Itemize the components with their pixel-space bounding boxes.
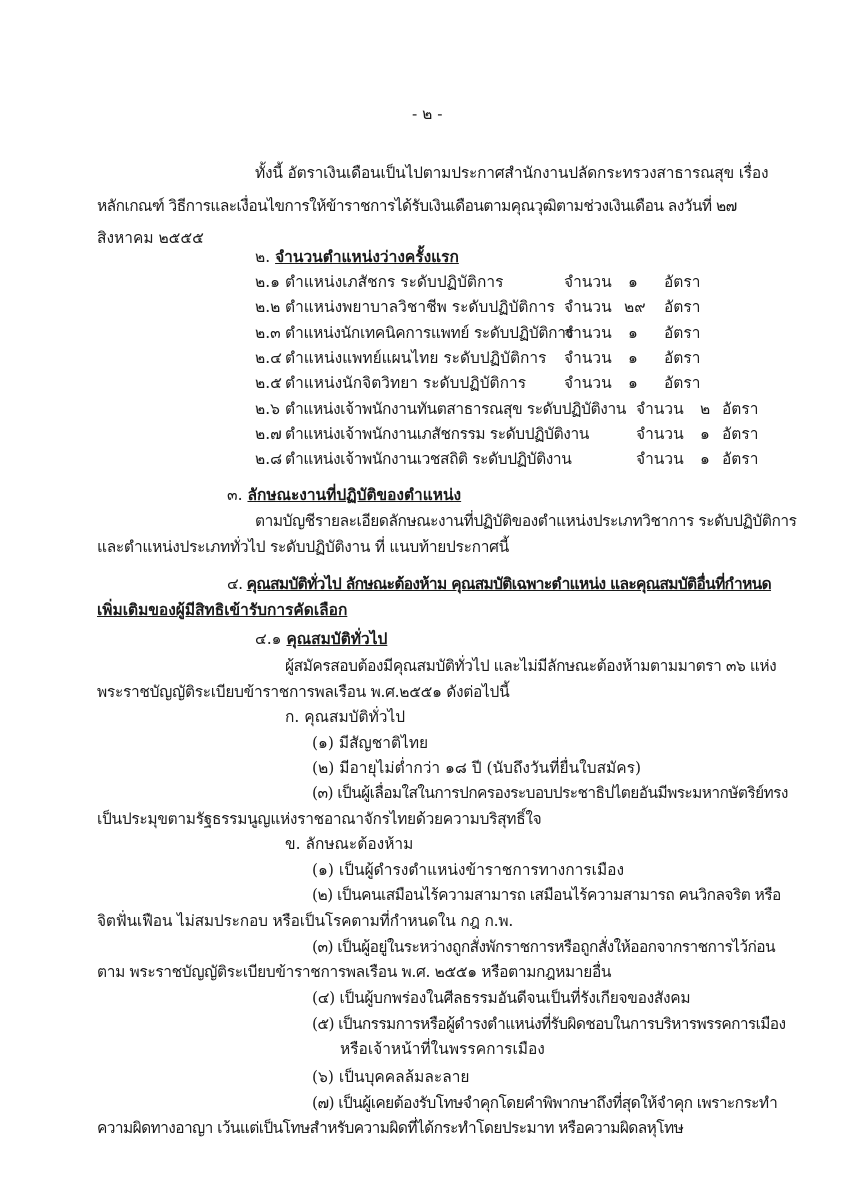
kho-item-6: (๖) เป็นบุคคลล้มละลาย [312, 1068, 470, 1086]
position-count: ๒ [700, 400, 711, 418]
position-name: ตำแหน่งเจ้าพนักงานเวชสถิติ ระดับปฏิบัติงาน [285, 450, 572, 468]
unit-label: อัตรา [664, 349, 701, 367]
kho-label: ข. ลักษณะต้องห้าม [285, 835, 414, 853]
position-number: ๒.๔ [255, 349, 282, 367]
count-label: จำนวน [564, 349, 612, 367]
kho-item-4: (๔) เป็นผู้บกพร่องในศีลธรรมอันดีจนเป็นที่รังเกียจของสังคม [312, 989, 691, 1007]
sub41-para-line-1: ผู้สมัครสอบต้องมีคุณสมบัติทั่วไป และไม่มีลักษณะต้องห้ามตามมาตรา ๓๖ แห่ง [285, 657, 777, 675]
count-label: จำนวน [564, 273, 612, 291]
position-count: ๑ [628, 324, 638, 342]
kho-item-5-line-1: (๕) เป็นกรรมการหรือผู้ดำรงตำแหน่งที่รับผิดชอบในการบริหารพรรคการเมือง [312, 1015, 786, 1033]
section3-line-1: ตามบัญชีรายละเอียดลักษณะงานที่ปฏิบัติของตำแหน่งประเภทวิชาการ ระดับปฏิบัติการ [255, 512, 797, 530]
section3-heading [227, 484, 461, 506]
kho-item-2-line-2: จิตฟั่นเฟือน ไม่สมประกอบ หรือเป็นโรคตามที่กำหนดใน กฎ ก.พ. [97, 912, 514, 930]
kho-item-2-line-1: (๒) เป็นคนเสมือนไร้ความสามารถ เสมือนไร้ความสามารถ คนวิกลจริต หรือ [312, 886, 781, 904]
position-name: ตำแหน่งนักจิตวิทยา ระดับปฏิบัติการ [285, 374, 527, 392]
position-number: ๒.๕ [255, 374, 282, 392]
count-label: จำนวน [564, 324, 612, 342]
section4-title-line-2: เพิ่มเติมของผู้มีสิทธิเข้ารับการคัดเลือก [97, 600, 348, 619]
count-label: จำนวน [636, 400, 684, 418]
ko-item-1: (๑) มีสัญชาติไทย [312, 734, 429, 752]
count-label: จำนวน [636, 450, 684, 468]
sub41-para-line-2: พระราชบัญญัติระเบียบข้าราชการพลเรือน พ.ศ.๒๕๕๑ ดังต่อไปนี้ [97, 683, 510, 701]
position-name: ตำแหน่งเจ้าพนักงานเภสัชกรรม ระดับปฏิบัติงาน [285, 425, 589, 443]
position-count: ๑ [628, 349, 638, 367]
position-name: ตำแหน่งนักเทคนิคการแพทย์ ระดับปฏิบัติการ [285, 324, 574, 342]
ko-item-3-line-1: (๓) เป็นผู้เลื่อมใสในการปกครองระบอบประชาธิปไตยอันมีพระมหากษัตริย์ทรง [312, 784, 788, 802]
kho-item-7-line-1: (๗) เป็นผู้เคยต้องรับโทษจำคุกโดยคำพิพากษาถึงที่สุดให้จำคุก เพราะกระทำ [312, 1094, 778, 1112]
section3-number: ๓. [227, 486, 243, 504]
ko-label: ก. คุณสมบัติทั่วไป [285, 708, 406, 726]
intro-line-1: ทั้งนี้ อัตราเงินเดือนเป็นไปตามประกาศสำนักงานปลัดกระทรวงสาธารณสุข เรื่อง [255, 164, 769, 182]
section4-number: ๔. [227, 575, 243, 593]
section4-title-line-1: คุณสมบัติทั่วไป ลักษณะต้องห้าม คุณสมบัติเฉพาะตำแหน่ง และคุณสมบัติอื่นที่กำหนด [246, 574, 772, 593]
kho-item-1: (๑) เป็นผู้ดำรงตำแหน่งข้าราชการทางการเมือง [312, 861, 625, 879]
section3-title: ลักษณะงานที่ปฏิบัติของตำแหน่ง [247, 485, 462, 504]
position-number: ๒.๒ [255, 298, 281, 316]
unit-label: อัตรา [722, 450, 759, 468]
section2-title: จำนวนตำแหน่งว่างครั้งแรก [275, 247, 459, 266]
sub41-number: ๔.๑ [255, 630, 282, 648]
kho-item-3-line-2: ตาม พระราชบัญญัติระเบียบข้าราชการพลเรือน พ.ศ. ๒๕๕๑ หรือตามกฎหมายอื่น [97, 963, 612, 981]
position-name: ตำแหน่งแพทย์แผนไทย ระดับปฏิบัติการ [285, 349, 547, 367]
position-name: ตำแหน่งเจ้าพนักงานทันตสาธารณสุข ระดับปฏิบัติงาน [285, 400, 626, 418]
position-count: ๒๙ [624, 298, 646, 316]
position-number: ๒.๓ [255, 324, 281, 342]
count-label: จำนวน [564, 374, 612, 392]
position-count: ๑ [700, 450, 710, 468]
position-number: ๒.๖ [255, 400, 280, 418]
position-count: ๑ [628, 273, 638, 291]
position-number: ๒.๘ [255, 450, 283, 468]
section4-heading [227, 573, 771, 595]
kho-item-7-line-2: ความผิดทางอาญา เว้นแต่เป็นโทษสำหรับความผิดที่ได้กระทำโดยประมาท หรือความผิดลหุโทษ [97, 1119, 684, 1137]
unit-label: อัตรา [664, 273, 701, 291]
position-count: ๑ [700, 425, 710, 443]
unit-label: อัตรา [664, 324, 701, 342]
position-name: ตำแหน่งพยาบาลวิชาชีพ ระดับปฏิบัติการ [285, 298, 555, 316]
sub41-title: คุณสมบัติทั่วไป [286, 629, 388, 648]
ko-item-2: (๒) มีอายุไม่ต่ำกว่า ๑๘ ปี (นับถึงวันที่ยื่นใบสมัคร) [312, 759, 641, 777]
unit-label: อัตรา [722, 425, 759, 443]
position-name: ตำแหน่งเภสัชกร ระดับปฏิบัติการ [285, 273, 504, 291]
intro-line-2: หลักเกณฑ์ วิธีการและเงื่อนไขการให้ข้าราชการได้รับเงินเดือนตามคุณวุฒิตามช่วงเงินเดือน ลงวันที่ ๒๗ [97, 197, 737, 215]
position-count: ๑ [628, 374, 638, 392]
section2-heading [255, 246, 459, 268]
count-label: จำนวน [564, 298, 612, 316]
kho-item-5-line-2: หรือเจ้าหน้าที่ในพรรคการเมือง [340, 1040, 545, 1058]
count-label: จำนวน [636, 425, 684, 443]
kho-item-3-line-1: (๓) เป็นผู้อยู่ในระหว่างถูกสั่งพักราชการหรือถูกสั่งให้ออกจากราชการไว้ก่อน [312, 938, 775, 956]
sub41-heading [255, 628, 387, 650]
unit-label: อัตรา [722, 400, 759, 418]
position-number: ๒.๗ [255, 425, 282, 443]
section2-number: ๒. [255, 248, 271, 266]
section3-line-2: และตำแหน่งประเภททั่วไป ระดับปฏิบัติงาน ที่ แนบท้ายประกาศนี้ [97, 538, 509, 556]
ko-item-3-line-2: เป็นประมุขตามรัฐธรรมนูญแห่งราชอาณาจักรไทยด้วยความบริสุทธิ์ใจ [97, 810, 542, 828]
position-number: ๒.๑ [255, 273, 280, 291]
unit-label: อัตรา [664, 298, 701, 316]
unit-label: อัตรา [664, 374, 701, 392]
intro-line-3: สิงหาคม ๒๕๕๕ [97, 229, 204, 247]
page-number: - ๒ - [412, 105, 443, 123]
